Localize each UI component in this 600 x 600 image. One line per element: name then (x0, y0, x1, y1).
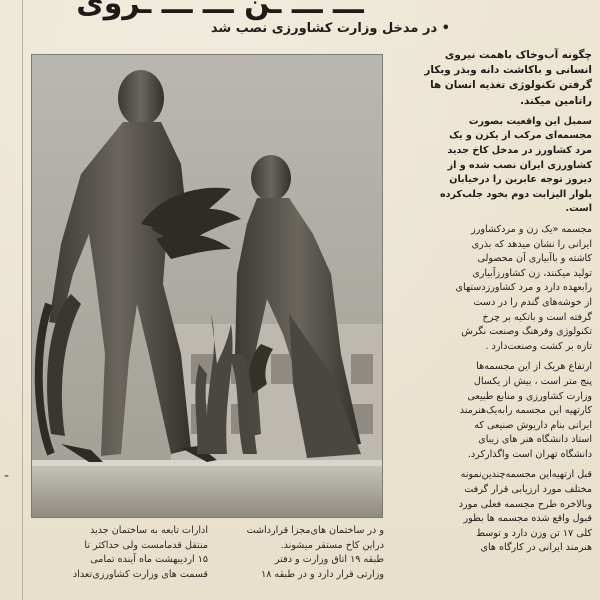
text-line: استاد دانشگاه هنر های زیبای (478, 434, 592, 446)
text-line: گرفته است و باتکیه بر چرخ (482, 311, 592, 323)
text-line: گرفتن تکنولوژی تغذیه انسان ها (430, 79, 592, 92)
text-line: کاشته و باآبیاری آن محصولی (477, 253, 592, 265)
text-line: دانشگاه تهران است واگذار‌کرد. (467, 448, 592, 460)
text-line: مختلف مورد ارزیابی قرار گرفت (464, 484, 592, 496)
subheadline-text: در مدخل وزارت کشاورزی نصب شد (210, 21, 438, 36)
text-line: هنرمند ایرانی در کارگاه های (480, 542, 592, 554)
text-line: قبل ازتهیه‌این مجسمه‌چندین‌نمونه (460, 469, 592, 481)
text-line: کشاورزی ایران نصب شده و از (447, 159, 592, 171)
statue-illustration (31, 54, 383, 518)
text-line: بلوار الیزابت دوم بخود جلب‌کرده (439, 188, 592, 200)
text-line: قبول واقع شده مجسمه ها بطور (463, 513, 592, 525)
text-line: وزارتی قرار دارد و در طبقه ۱۸ (261, 568, 384, 580)
text-line: مجسمه‌ای مرکب از یکزن و یک (449, 130, 592, 142)
text-line: مرد کشاورز در مدخل کاخ جدید (447, 145, 592, 156)
margin-mark: - (4, 468, 10, 484)
pedestal (31, 464, 383, 518)
intro-paragraph (392, 48, 592, 109)
text-line: پنج متر است ، بیش از یکسال (473, 375, 592, 387)
text-line: و در ساختمان های‌مجزا قرارداشت (246, 525, 384, 536)
text-line: مجسمه «یک زن و مرد‌کشاورز (471, 223, 592, 235)
headline-partial: ـــ ـــ ـن ـــ ـــ ـروی (76, 0, 364, 21)
text-line: ۱۵ اردیبهشت ماه آینده تمامی (90, 554, 208, 566)
text-line: راتامین میکند. (520, 94, 592, 107)
text-line: طبقه ۱۹ اتاق وزارت و دفتر (274, 554, 384, 566)
text-line: تکنولوژی وفرهنگ وصنعت نگرش (461, 326, 592, 338)
text-line: منتقل قدمامست ولی حداکثر تا (84, 539, 208, 551)
subheadline (200, 18, 450, 40)
text-line: تازه بر کشت وصنعت‌دارد . (485, 340, 592, 352)
article-column-bottom-middle (216, 524, 384, 600)
design-paragraph (392, 468, 592, 556)
text-line: کارتهیه این مجسمه رابه‌یک‌هنرمند (459, 405, 592, 417)
text-line: رابعهده دارد و مرد کشاورزدستهای (455, 282, 592, 294)
text-line: وزارت کشاورزی و منابع طبیعی (467, 390, 592, 402)
text-line: قسمت های وزارت کشاورزی‌تعداد (72, 568, 208, 580)
statue-photograph (31, 54, 383, 518)
text-line: تولید میکنند، زن کشاورزآبیاری (472, 267, 592, 279)
text-line: دیروز توجه عابرین را درخیابان (449, 174, 592, 186)
text-line: ایرانی بنام داریوش صنیعی که (474, 419, 592, 431)
text-line: ایرانی را نشان میدهد که بذری (471, 238, 592, 250)
text-line: ارتفاع هریک از این مجسمه‌ها (476, 361, 592, 373)
height-paragraph (392, 360, 592, 462)
article-column-bottom-left (22, 524, 208, 600)
column-rule (22, 0, 23, 600)
text-line: وبالاخره طرح مجسمه فعلی مورد (458, 498, 592, 510)
subheadline-bullet: • (437, 21, 450, 36)
text-line: سمبل این واقعیت بصورت (468, 115, 592, 127)
text-line: چگونه آب‌وخاک باهمت نیروی (444, 49, 592, 61)
text-line: دراین کاخ مستقر میشوند. (280, 539, 384, 551)
description-paragraph (392, 223, 592, 354)
article-column-right (392, 48, 592, 600)
text-line: کلی ۱۷ تن وزن دارد و توسط (476, 527, 592, 539)
text-line: است. (565, 203, 592, 215)
text-line: انسانی و باکاشت دانه وبذر وبکار (424, 64, 592, 77)
text-line: ادارات تابعه به ساختمان جدید (90, 525, 208, 536)
symbol-paragraph (392, 115, 592, 217)
text-line: از خوشه‌های گندم را در دست (473, 296, 592, 308)
